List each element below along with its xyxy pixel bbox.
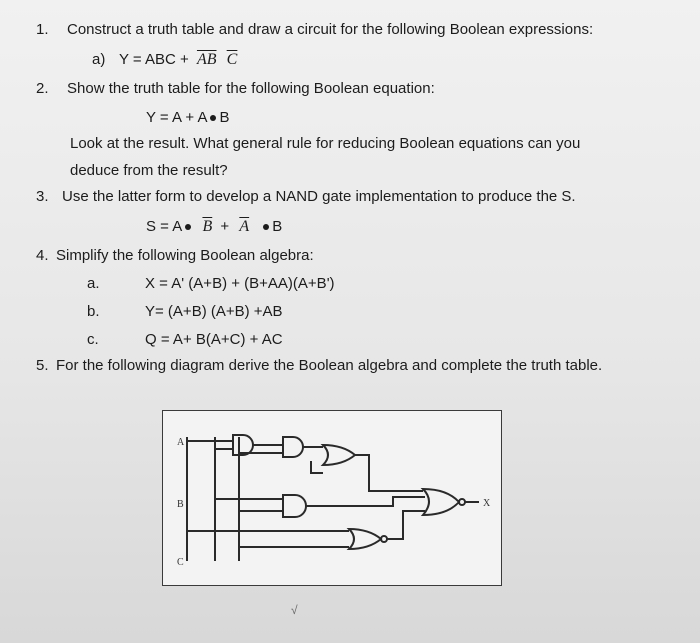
gate-5-wires [187, 511, 425, 547]
q4a-expression: X = A' (A+B) + (B+AA)(A+B') [145, 275, 335, 292]
q2-equation [146, 109, 229, 127]
q1a-expr-main: Y = ABC + [119, 51, 189, 68]
q3-text: Use the latter form to develop a NAND gate implementation to produce the S. [62, 188, 576, 205]
output-or-gate [423, 489, 459, 515]
and-dot-icon [263, 224, 269, 230]
q5-text: For the following diagram derive the Boolean algebra and complete the truth table. [56, 357, 603, 374]
q4b-expression: Y= (A+B) (A+B) +AB [145, 303, 283, 320]
input-label-c: C [177, 557, 184, 568]
q3-plus: + [220, 218, 230, 235]
q2-eq-right: B [219, 109, 230, 126]
q1-number: 1. [36, 21, 49, 38]
input-label-b: B [177, 499, 184, 510]
q3-b-bar: $\overline{B}$ [202, 218, 213, 235]
q1a-label: a) [92, 51, 106, 68]
q4c-expression: Q = A+ B(A+C) + AC [145, 331, 283, 348]
q1a-bar-c: $\overline{C}$ [226, 51, 238, 68]
q4-number: 4. [36, 247, 49, 264]
check-mark: √ [291, 603, 298, 617]
q2-line1: Look at the result. What general rule for reducing Boolean equations can you [70, 135, 581, 152]
logic-circuit-diagram [162, 410, 502, 586]
q4-text: Simplify the following Boolean algebra: [56, 247, 314, 264]
gate-3-output-wire [355, 455, 423, 491]
or-gate-5 [349, 529, 381, 549]
or-gate-3 [323, 445, 355, 465]
q2-text: Show the truth table for the following Boolean equation: [67, 80, 435, 97]
q3-s-end: B [272, 218, 283, 235]
logic-circuit-svg [163, 411, 501, 585]
gate-1-wires [187, 441, 283, 449]
q4b-label: b. [87, 303, 100, 320]
q2-eq-left: Y = A + A [146, 109, 208, 126]
and-gate-2 [283, 437, 303, 457]
q4a-label: a. [87, 275, 100, 292]
output-inverter-bubble [459, 499, 465, 505]
q2-number: 2. [36, 80, 49, 97]
q3-number: 3. [36, 188, 49, 205]
q1a-expression [119, 51, 237, 69]
q1a-bar-ab: $\overline{AB}$ [196, 51, 217, 68]
inverter-bubble-5 [381, 536, 387, 542]
and-gate-4 [283, 495, 306, 517]
q3-s-left: S = A [146, 218, 183, 235]
q4c-label: c. [87, 331, 99, 348]
and-dot-icon [185, 224, 191, 230]
and-dot-icon [210, 115, 216, 121]
q3-a-bar: $\overline{A}$ [239, 218, 250, 235]
q1-text: Construct a truth table and draw a circuit for the following Boolean expressions: [67, 21, 594, 38]
input-label-a: A [177, 437, 185, 448]
q2-line2: deduce from the result? [70, 162, 228, 179]
gate-4-wires [215, 497, 425, 511]
q3-equation [146, 218, 282, 236]
feedback-wire [311, 461, 323, 473]
q5-number: 5. [36, 357, 49, 374]
output-label-x: X [483, 498, 491, 509]
